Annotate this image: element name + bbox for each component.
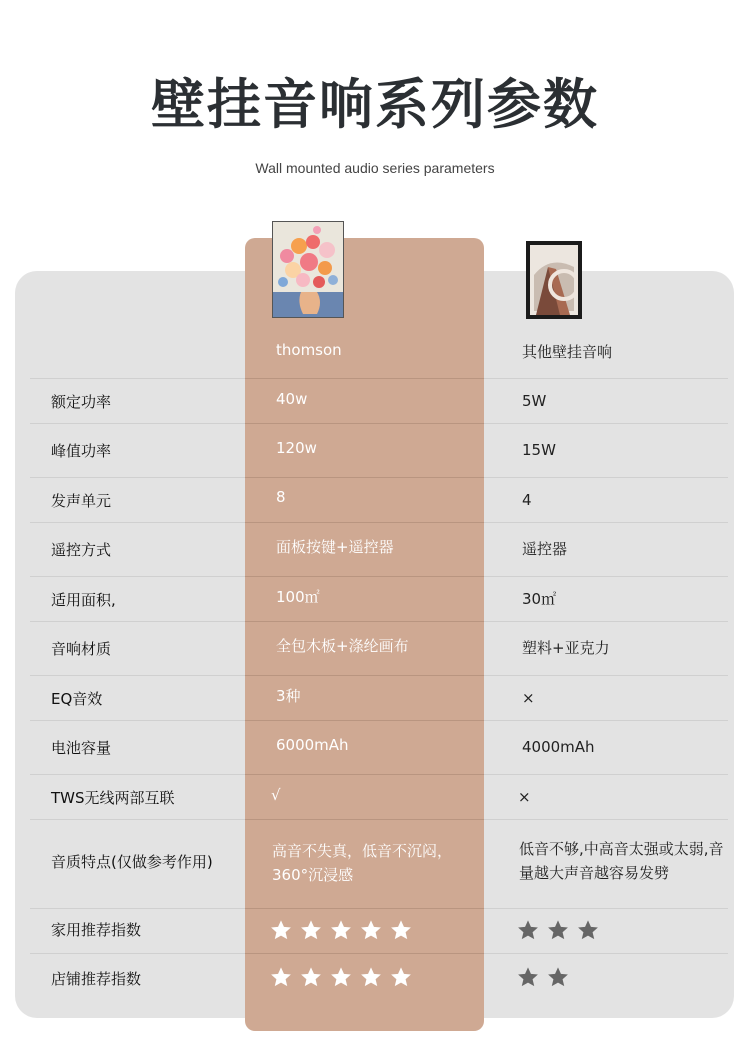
star-icon — [300, 919, 322, 941]
star-icon — [577, 919, 599, 941]
ours-home-stars — [270, 919, 412, 941]
star-icon — [330, 919, 352, 941]
row-label: 发声单元 — [51, 492, 112, 510]
star-icon — [547, 966, 569, 988]
row-ours-value: 3种 — [276, 687, 301, 705]
other-column-header: 其他壁挂音响 — [522, 343, 613, 361]
star-icon — [360, 919, 382, 941]
row-ours-value: 120w — [276, 439, 317, 457]
row-ours-value: 6000mAh — [276, 736, 349, 754]
other-home-stars — [517, 919, 599, 941]
row-other-value: 遥控器 — [522, 540, 568, 558]
row-other-value: 30㎡ — [522, 590, 557, 608]
row-ours-value: 8 — [276, 488, 286, 506]
row-label: EQ音效 — [51, 690, 103, 708]
star-icon — [270, 966, 292, 988]
floral-painting-speaker-image — [272, 221, 344, 318]
row-label: 电池容量 — [51, 739, 112, 757]
row-other-value: 塑料+亚克力 — [522, 639, 610, 657]
row-label: 峰值功率 — [51, 442, 112, 460]
star-icon — [547, 919, 569, 941]
row-other-value: × — [518, 788, 531, 806]
star-icon — [330, 966, 352, 988]
framed-abstract-speaker-image — [526, 241, 582, 319]
row-label: 音质特点(仅做参考作用) — [51, 853, 213, 871]
row-label: 额定功率 — [51, 393, 112, 411]
row-label: TWS无线两部互联 — [51, 789, 175, 807]
other-store-stars — [517, 966, 569, 988]
row-other-value: 5W — [522, 392, 547, 410]
row-label: 遥控方式 — [51, 541, 112, 559]
row-other-value: 15W — [522, 441, 556, 459]
ours-column-header: thomson — [276, 341, 342, 359]
row-ours-value: √ — [271, 786, 281, 804]
star-icon — [517, 919, 539, 941]
row-ours-value: 高音不失真，低音不沉闷，360°沉浸感 — [272, 842, 453, 884]
page-subtitle: Wall mounted audio series parameters — [255, 160, 495, 176]
row-other-value: 低音不够,中高音太强或太弱,音量越大声音越容易发劈 — [519, 840, 724, 882]
rating-label-home: 家用推荐指数 — [51, 921, 142, 939]
rating-label-store: 店铺推荐指数 — [51, 970, 142, 988]
row-ours-value: 40w — [276, 390, 308, 408]
row-ours-value: 面板按键+遥控器 — [276, 538, 394, 556]
ours-store-stars — [270, 966, 412, 988]
page-title: 壁挂音响系列参数 — [151, 73, 599, 136]
star-icon — [390, 966, 412, 988]
row-label: 适用面积, — [51, 591, 116, 609]
row-label: 音响材质 — [51, 640, 112, 658]
row-ours-value: 全包木板+涤纶画布 — [276, 637, 409, 655]
row-ours-value: 100㎡ — [276, 588, 320, 606]
star-icon — [360, 966, 382, 988]
star-icon — [517, 966, 539, 988]
row-other-value: 4000mAh — [522, 738, 595, 756]
row-other-value: 4 — [522, 491, 532, 509]
row-other-value: × — [522, 689, 535, 707]
star-icon — [300, 966, 322, 988]
star-icon — [390, 919, 412, 941]
star-icon — [270, 919, 292, 941]
